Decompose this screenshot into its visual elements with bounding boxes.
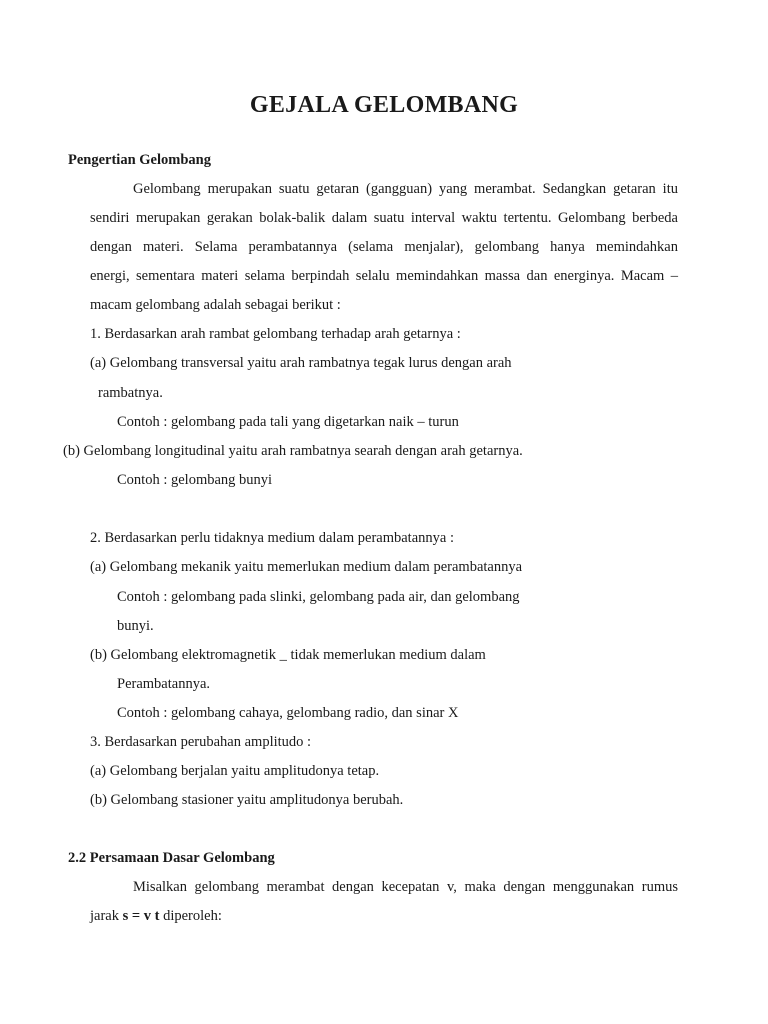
list1-item-a-line2: rambatnya.: [98, 385, 163, 401]
list2-item-b-line2: Perambatannya.: [117, 676, 211, 692]
paragraph-line-3: dengan materi. Selama perambatannya (selama menjalar), gelombang hanya memindahkan: [90, 239, 678, 255]
list3-item-a: (a) Gelombang berjalan yaitu amplitudonya tetap.: [90, 763, 380, 779]
section-heading-pengertian: Pengertian Gelombang: [68, 152, 211, 168]
formula-suffix: diperoleh:: [159, 908, 222, 924]
list2-item-b-example: Contoh : gelombang cahaya, gelombang radio, dan sinar X: [117, 705, 459, 721]
paragraph-line-1: Gelombang merupakan suatu getaran (gangguan) yang merambat. Sedangkan getaran itu: [133, 181, 678, 197]
section-heading-persamaan: 2.2 Persamaan Dasar Gelombang: [68, 850, 275, 866]
document-title: GEJALA GELOMBANG: [249, 92, 519, 118]
list3-item-b: (b) Gelombang stasioner yaitu amplitudonya berubah.: [90, 792, 404, 808]
list3-heading: 3. Berdasarkan perubahan amplitudo :: [90, 734, 312, 750]
list2-item-a-example-line2: bunyi.: [117, 618, 154, 634]
list1-item-b: (b) Gelombang longitudinal yaitu arah rambatnya searah dengan arah getarnya.: [63, 443, 523, 459]
paragraph-line-5: macam gelombang adalah sebagai berikut :: [90, 297, 341, 313]
formula-prefix: jarak: [90, 908, 123, 924]
list1-item-b-example: Contoh : gelombang bunyi: [117, 472, 273, 488]
list2-heading: 2. Berdasarkan perlu tidaknya medium dalam perambatannya :: [90, 530, 454, 546]
paragraph2-line-2: [90, 906, 222, 926]
list1-heading: 1. Berdasarkan arah rambat gelombang terhadap arah getarnya :: [90, 326, 461, 342]
paragraph-line-4: energi, sementara materi selama berpindah selalu memindahkan massa dan energinya. Macam –: [90, 268, 678, 284]
list1-item-a-line1: (a) Gelombang transversal yaitu arah rambatnya tegak lurus dengan arah: [90, 355, 512, 371]
list2-item-b-line1: (b) Gelombang elektromagnetik _ tidak memerlukan medium dalam: [90, 647, 486, 663]
list2-item-a: (a) Gelombang mekanik yaitu memerlukan medium dalam perambatannya: [90, 559, 523, 575]
paragraph2-line-1: Misalkan gelombang merambat dengan kecepatan v, maka dengan menggunakan rumus: [133, 879, 678, 895]
list2-item-a-example-line1: Contoh : gelombang pada slinki, gelombang pada air, dan gelombang: [117, 589, 520, 605]
formula-s-equals-vt: s = v t: [122, 908, 160, 924]
list1-item-a-example: Contoh : gelombang pada tali yang digetarkan naik – turun: [117, 414, 459, 430]
paragraph-line-2: sendiri merupakan gerakan bolak-balik dalam suatu interval waktu tertentu. Gelombang berbeda: [90, 210, 678, 226]
